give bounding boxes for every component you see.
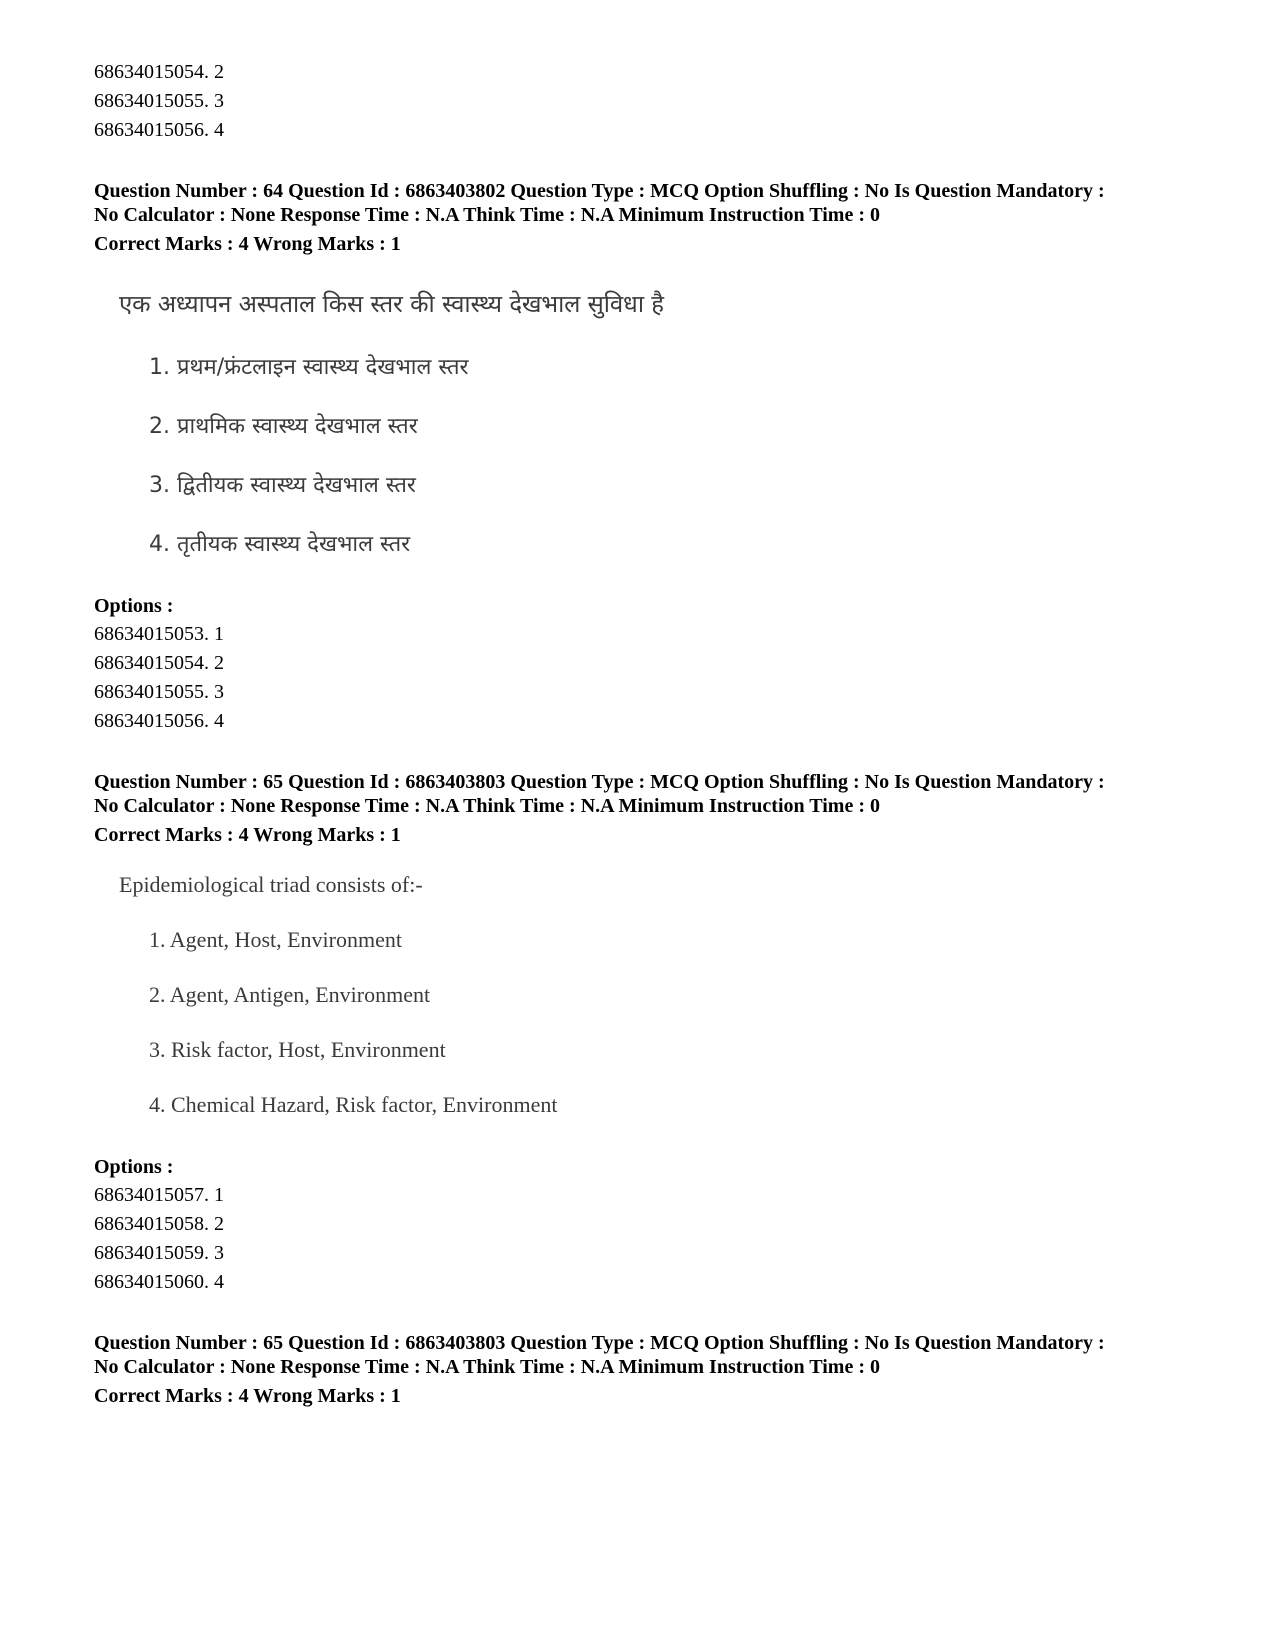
option-line: 68634015056. 4 [94, 710, 224, 732]
document-page [94, 58, 1214, 1408]
options-label: Options : [94, 595, 174, 617]
option-line: 68634015056. 4 [94, 119, 224, 141]
option-line: 68634015057. 1 [94, 1184, 224, 1206]
question-header-line1: Question Number : 64 Question Id : 6863403802 Question Type : MCQ Option Shuffling : No Is Question Mandatory : [94, 180, 1105, 202]
choice-item: 3. द्वितीयक स्वास्थ्य देखभाल स्तर [149, 473, 416, 498]
question-marks: Correct Marks : 4 Wrong Marks : 1 [94, 824, 401, 846]
options-list [94, 620, 1214, 736]
option-line: 68634015059. 3 [94, 1242, 224, 1264]
question-header-line2: No Calculator : None Response Time : N.A Think Time : N.A Minimum Instruction Time : 0 [94, 1356, 880, 1378]
choice-item: 1. Agent, Host, Environment [149, 927, 402, 952]
option-line: 68634015060. 4 [94, 1271, 224, 1293]
question-header-line2: No Calculator : None Response Time : N.A Think Time : N.A Minimum Instruction Time : 0 [94, 204, 880, 226]
option-line: 68634015055. 3 [94, 90, 224, 112]
question-stem: Epidemiological triad consists of:- [119, 872, 423, 897]
choice-item: 1. प्रथम/फ्रंटलाइन स्वास्थ्य देखभाल स्तर [149, 355, 469, 380]
question-image [119, 284, 1214, 560]
question-marks: Correct Marks : 4 Wrong Marks : 1 [94, 1385, 401, 1407]
choice-item: 4. Chemical Hazard, Risk factor, Environment [149, 1092, 558, 1117]
option-line: 68634015054. 2 [94, 61, 224, 83]
question-64 [94, 179, 1214, 736]
option-line: 68634015058. 2 [94, 1213, 224, 1235]
option-line: 68634015054. 2 [94, 652, 224, 674]
option-line: 68634015055. 3 [94, 681, 224, 703]
option-line: 68634015053. 1 [94, 623, 224, 645]
question-image [119, 869, 1214, 1121]
choice-item: 3. Risk factor, Host, Environment [149, 1037, 446, 1062]
previous-options-list [94, 58, 1214, 145]
question-header-line1: Question Number : 65 Question Id : 6863403803 Question Type : MCQ Option Shuffling : No Is Question Mandatory : [94, 1332, 1105, 1354]
question-marks: Correct Marks : 4 Wrong Marks : 1 [94, 233, 401, 255]
options-label: Options : [94, 1156, 174, 1178]
question-header-line1: Question Number : 65 Question Id : 6863403803 Question Type : MCQ Option Shuffling : No Is Question Mandatory : [94, 771, 1105, 793]
choice-item: 2. प्राथमिक स्वास्थ्य देखभाल स्तर [149, 414, 418, 439]
choice-item: 4. तृतीयक स्वास्थ्य देखभाल स्तर [149, 532, 411, 557]
choice-item: 2. Agent, Antigen, Environment [149, 982, 431, 1007]
options-list [94, 1181, 1214, 1297]
question-header-line2: No Calculator : None Response Time : N.A Think Time : N.A Minimum Instruction Time : 0 [94, 795, 880, 817]
question-stem: एक अध्यापन अस्पताल किस स्तर की स्वास्थ्य देखभाल सुविधा है [119, 290, 664, 318]
question-65 [94, 770, 1214, 1297]
question-65-repeat [94, 1331, 1214, 1408]
